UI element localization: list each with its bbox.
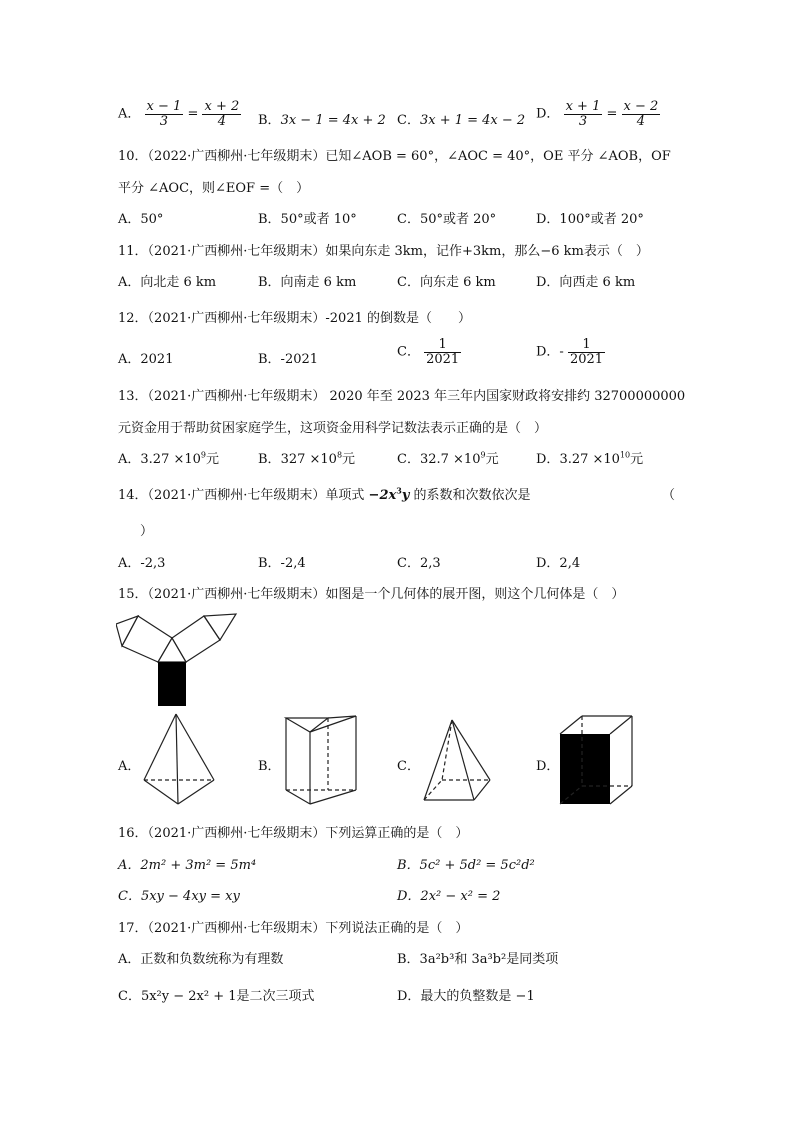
option-label: A．: [118, 452, 141, 467]
q10-option-c: C．50°或者 20°: [397, 212, 497, 227]
q14-stem: [118, 484, 531, 503]
q13-option-c: [397, 448, 499, 467]
monomial-coefficient: −2x: [368, 488, 397, 503]
q12-option-a: A．2021: [118, 352, 174, 367]
equals-sign: =: [606, 106, 618, 122]
q14-option-b: B．-2,4: [258, 556, 306, 571]
q15-stem: 15．（2021·广西柳州·七年级期末）如图是一个几何体的展开图，则这个几何体是（ ）: [118, 587, 625, 602]
q13-option-d: [536, 448, 643, 467]
q12-option-d: [536, 338, 605, 366]
q16-option-b: B．5c² + 5d² = 5c²d²: [397, 858, 535, 873]
unit: 元: [206, 452, 220, 467]
numerator: x + 1: [565, 99, 601, 114]
prism-net-figure: [116, 610, 246, 710]
q13-stem-line2: 元资金用于帮助贫困家庭学生，这项资金用科学记数法表示正确的是（ ）: [118, 421, 548, 436]
q17-option-b: B．3a²b³和 3a³b²是同类项: [397, 952, 559, 967]
option-label: C．: [397, 113, 420, 128]
q17-option-d: D．最大的负整数是 −1: [397, 989, 535, 1004]
q17-option-c: C．5x²y − 2x² + 1是二次三项式: [118, 989, 315, 1004]
exponent: 9: [200, 450, 206, 460]
q10-option-b: B．50°或者 10°: [258, 212, 357, 227]
exponent: 10: [619, 450, 631, 460]
denominator: 4: [217, 113, 226, 129]
option-label: D．: [536, 106, 560, 122]
net-left-rectangle: [122, 616, 172, 662]
q11-option-c: C．向东走 6 km: [397, 275, 496, 290]
q13-stem-line1: 13．（2021·广西柳州·七年级期末） 2020 年至 2023 年三年内国家财政将安排约 32700000000: [118, 389, 686, 404]
option-label: C．: [397, 452, 420, 467]
net-left-triangle: [116, 616, 138, 646]
q15-option-a-label: A．: [118, 759, 141, 774]
denominator: 2021: [569, 351, 604, 367]
monomial-variable: y: [401, 488, 410, 503]
fraction: [145, 100, 184, 128]
q10-stem-line2: 平分 ∠AOC，则∠EOF =（ ）: [118, 181, 310, 196]
q10-option-d: D．100°或者 20°: [536, 212, 644, 227]
q9-option-d: [536, 100, 660, 128]
q11-option-a: A．向北走 6 km: [118, 275, 217, 290]
q15-option-d-label: D．: [536, 759, 560, 774]
q17-option-a: A．正数和负数统称为有理数: [118, 952, 284, 967]
numerator: 1: [568, 338, 605, 353]
stem-prefix: 14．（2021·广西柳州·七年级期末）单项式: [118, 488, 365, 503]
equals-sign: =: [187, 106, 199, 122]
q16-option-d: D．2x² − x² = 2: [397, 889, 501, 904]
q16-option-c: C．5xy − 4xy = xy: [118, 889, 240, 904]
option-a-triangular-pyramid: [140, 712, 220, 808]
option-label: B．: [258, 113, 281, 128]
denominator: 3: [159, 113, 169, 129]
option-c-square-pyramid: [420, 718, 492, 804]
q10-option-a: A．50°: [118, 212, 164, 227]
numerator: x − 2: [623, 99, 659, 114]
net-right-rectangle: [172, 616, 220, 662]
unit: 元: [485, 452, 499, 467]
exponent: 9: [480, 450, 486, 460]
option-label: D．: [536, 452, 560, 467]
q15-option-c-label: C．: [397, 759, 420, 774]
equation: 3x + 1 = 4x − 2: [419, 113, 526, 128]
answer-paren-open: （: [662, 488, 676, 503]
q9-option-c: [397, 109, 525, 128]
q14-option-d: D．2,4: [536, 556, 581, 571]
q9-option-b: [258, 109, 386, 128]
q16-option-a: A．2m² + 3m² = 5m⁴: [118, 858, 257, 873]
denominator: 2021: [426, 351, 460, 367]
option-label: B．: [258, 452, 281, 467]
sci-base: 3.27 ×10: [559, 452, 620, 467]
fraction: [202, 100, 241, 128]
fraction: [568, 338, 605, 366]
monomial-exponent: 3: [396, 485, 402, 496]
option-label: A．: [118, 106, 141, 122]
q11-option-b: B．向南走 6 km: [258, 275, 357, 290]
q17-stem: 17．（2021·广西柳州·七年级期末）下列说法正确的是（ ）: [118, 921, 469, 936]
unit: 元: [630, 452, 644, 467]
fraction: [622, 100, 661, 128]
q12-stem: 12．（2021·广西柳州·七年级期末）-2021 的倒数是（ ）: [118, 311, 471, 326]
q10-stem-line1: 10．（2022·广西柳州·七年级期末）已知∠AOB = 60°，∠AOC = 40°，OE 平分 ∠AOB，OF: [118, 149, 671, 164]
q14-option-c: C．2,3: [397, 556, 441, 571]
net-right-triangle: [204, 614, 236, 640]
option-b-triangular-prism: [282, 712, 362, 808]
numerator: x − 1: [146, 99, 182, 114]
sci-base: 32.7 ×10: [419, 452, 481, 467]
net-bottom-rectangle: [158, 662, 186, 706]
unit: 元: [342, 452, 356, 467]
option-label: C．: [397, 344, 420, 360]
numerator: x + 2: [204, 99, 240, 114]
q16-stem: 16．（2021·广西柳州·七年级期末）下列运算正确的是（ ）: [118, 826, 469, 841]
q9-option-a: [118, 100, 241, 128]
sci-base: 327 ×10: [280, 452, 337, 467]
q12-option-c: [397, 338, 461, 366]
numerator: 1: [424, 338, 461, 353]
q15-option-b-label: B．: [258, 759, 281, 774]
q13-option-a: [118, 448, 219, 467]
q13-option-b: [258, 448, 355, 467]
answer-paren-close: ）: [140, 524, 154, 539]
option-d-rectangular-prism: [556, 712, 636, 808]
q12-option-b: B．-2021: [258, 352, 319, 367]
denominator: 4: [636, 113, 646, 129]
fraction: [564, 100, 603, 128]
equation: 3x − 1 = 4x + 2: [280, 113, 386, 128]
stem-suffix: 的系数和次数依次是: [413, 488, 531, 503]
exponent: 8: [336, 450, 343, 460]
q14-option-a: A．-2,3: [118, 556, 166, 571]
option-label: D．-: [536, 344, 564, 360]
denominator: 3: [578, 113, 588, 129]
q11-option-d: D．向西走 6 km: [536, 275, 636, 290]
fraction: [424, 338, 461, 366]
sci-base: 3.27 ×10: [140, 452, 201, 467]
q11-stem: 11．（2021·广西柳州·七年级期末）如果向东走 3km，记作+3km，那么−6 km表示（ ）: [118, 244, 649, 259]
net-center-triangle: [158, 638, 186, 662]
